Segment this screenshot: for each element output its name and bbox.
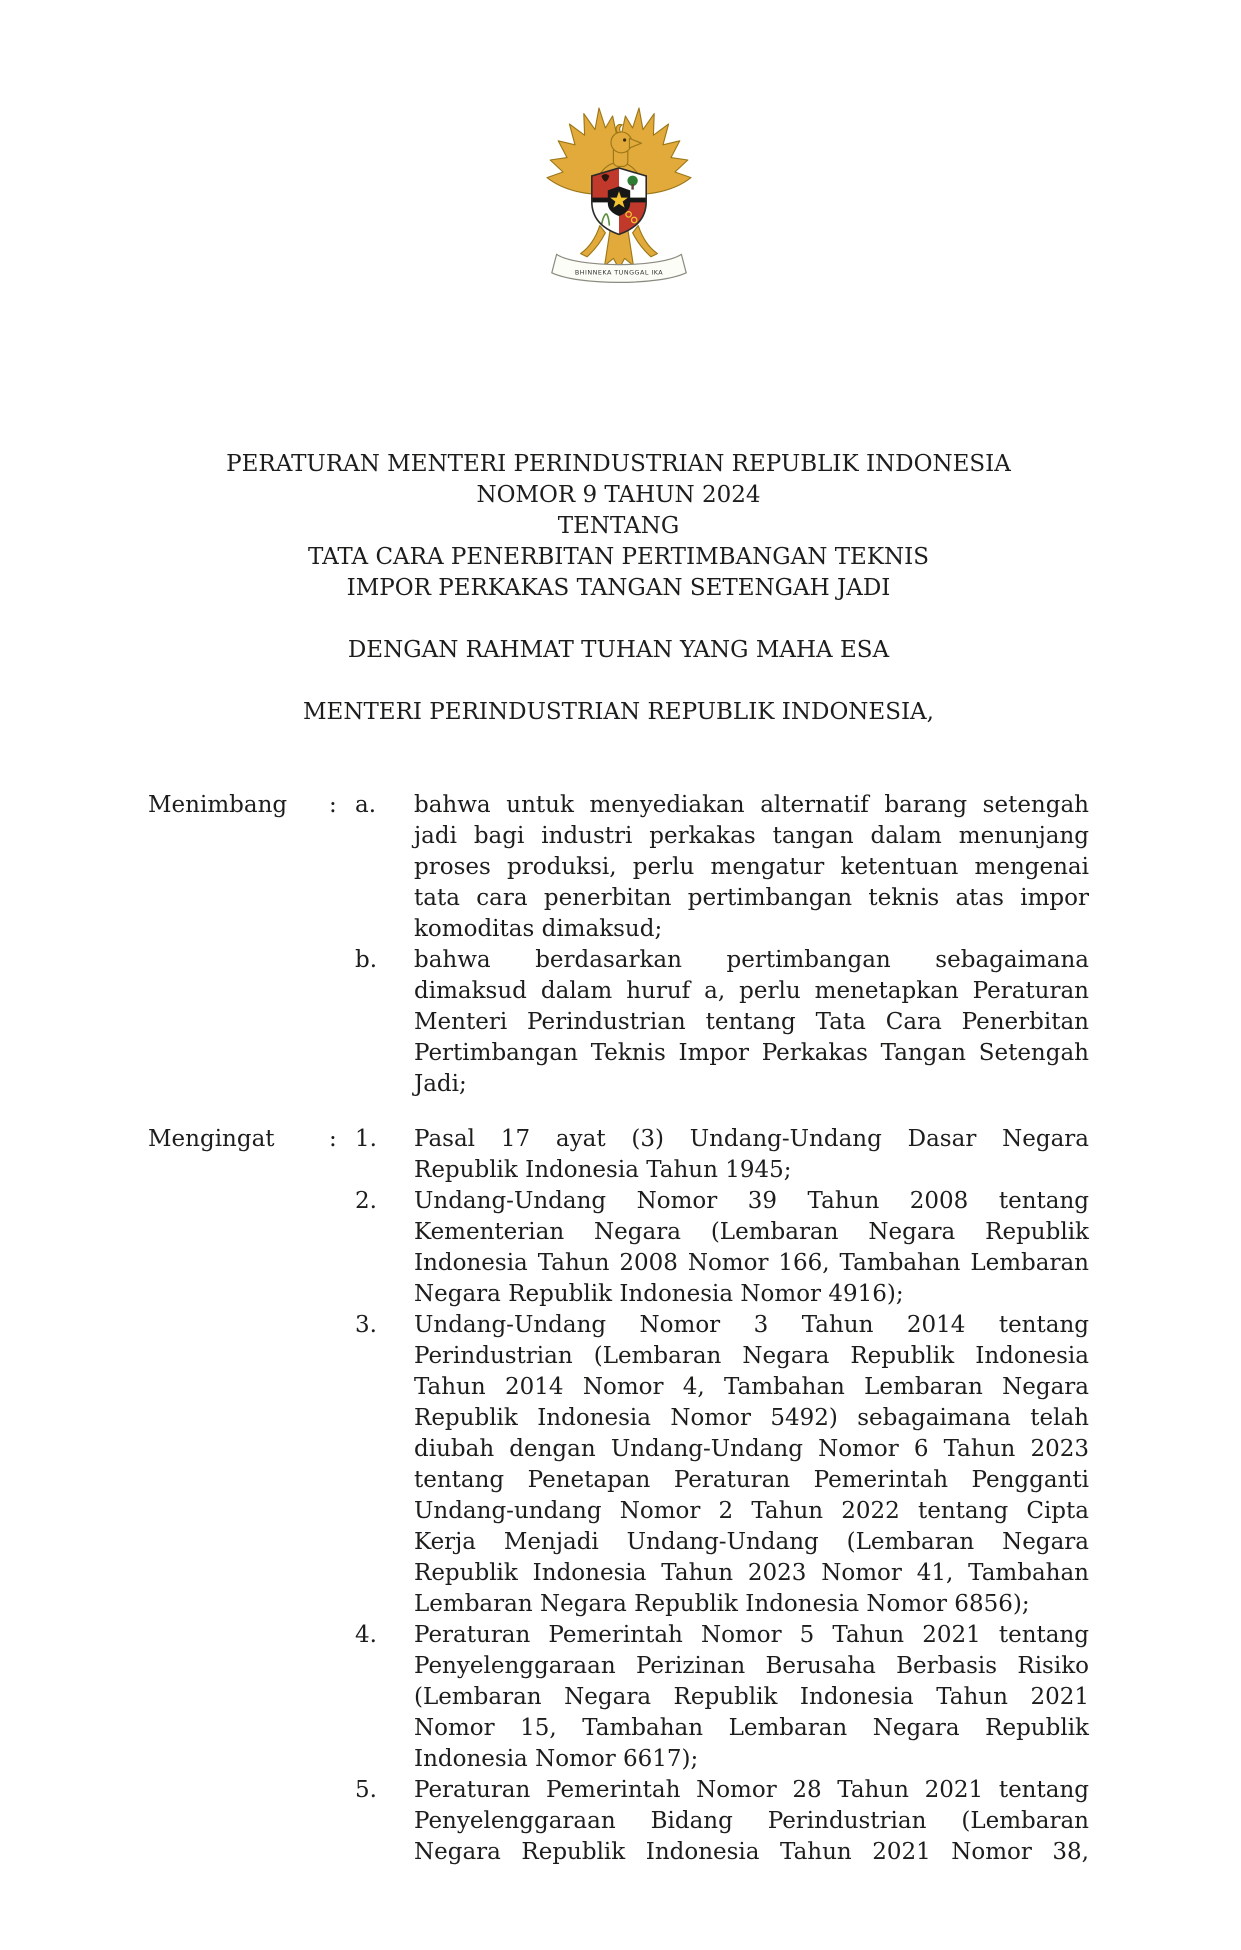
- subject-line-2: IMPOR PERKAKAS TANGAN SETENGAH JADI: [346, 575, 891, 601]
- mengingat-item-3: [355, 1310, 1089, 1620]
- mengingat-colon: :: [329, 1126, 337, 1152]
- grace-line: DENGAN RAHMAT TUHAN YANG MAHA ESA: [347, 637, 890, 663]
- item-text: Pasal 17 ayat (3) Undang-Undang Dasar Negara Republik Indonesia Tahun 1945;: [414, 1126, 1089, 1183]
- tentang-line: TENTANG: [557, 513, 680, 539]
- mengingat-item-5: [355, 1775, 1089, 1868]
- garuda-pancasila-emblem: [148, 96, 1089, 301]
- item-text: Undang-Undang Nomor 3 Tahun 2014 tentang Perindustrian (Lembaran Negara Republik Indonesia Tahun 2014 Nomor 4, Tambahan Lembaran Negara Republik Indonesia Nomor 5492) sebagaimana telah diubah dengan Undang-Undang Nomor 6 Tahun 2023 tentang Penetapan Peraturan Pemerintah Pengganti Undang-undang Nomor 2 Tahun 2022 tentang Cipta Kerja Menjadi Undang-Undang (Lembaran Negara Republik Indonesia Tahun 2023 Nomor 41, Tambahan Lembaran Negara Republik Indonesia Nomor 6856);: [414, 1312, 1089, 1617]
- emblem-motto-text: BHINNEKA TUNGGAL IKA: [574, 268, 663, 277]
- menimbang-section: [148, 790, 1089, 1100]
- mengingat-item-4: [355, 1620, 1089, 1775]
- menimbang-items: [355, 790, 1089, 1100]
- item-marker: 5.: [355, 1777, 377, 1803]
- item-marker: a.: [355, 792, 377, 818]
- item-marker: 3.: [355, 1312, 377, 1338]
- document-header: [148, 449, 1089, 728]
- subject-line-1: TATA CARA PENERBITAN PERTIMBANGAN TEKNIS: [308, 544, 929, 570]
- menimbang-label: Menimbang: [148, 792, 288, 818]
- mengingat-label: Mengingat: [148, 1126, 275, 1152]
- garuda-pancasila-icon: [539, 96, 699, 296]
- menimbang-item-a: [355, 790, 1089, 945]
- regulation-title-line: PERATURAN MENTERI PERINDUSTRIAN REPUBLIK INDONESIA: [226, 451, 1011, 477]
- item-marker: 4.: [355, 1622, 377, 1648]
- item-text: bahwa berdasarkan pertimbangan sebagaimana dimaksud dalam huruf a, perlu menetapkan Peraturan Menteri Perindustrian tentang Tata Cara Penerbitan Pertimbangan Teknis Impor Perkakas Tangan Setengah Jadi;: [414, 947, 1089, 1097]
- item-marker: 2.: [355, 1188, 377, 1214]
- minister-line: MENTERI PERINDUSTRIAN REPUBLIK INDONESIA,: [303, 699, 934, 725]
- menimbang-item-b: [355, 945, 1089, 1100]
- item-text: Undang-Undang Nomor 39 Tahun 2008 tentang Kementerian Negara (Lembaran Negara Republik Indonesia Tahun 2008 Nomor 166, Tambahan Lembaran Negara Republik Indonesia Nomor 4916);: [414, 1188, 1089, 1307]
- item-text: Peraturan Pemerintah Nomor 28 Tahun 2021 tentang Penyelenggaraan Bidang Perindustrian (Lembaran Negara Republik Indonesia Tahun 2021 Nomor 38,: [414, 1777, 1089, 1865]
- mengingat-item-2: [355, 1186, 1089, 1310]
- item-text: Peraturan Pemerintah Nomor 5 Tahun 2021 tentang Penyelenggaraan Perizinan Berusaha Berbasis Risiko (Lembaran Negara Republik Indonesia Tahun 2021 Nomor 15, Tambahan Lembaran Negara Republik Indonesia Nomor 6617);: [414, 1622, 1089, 1772]
- mengingat-items: [355, 1124, 1089, 1868]
- menimbang-colon: :: [329, 792, 337, 818]
- item-text: bahwa untuk menyediakan alternatif barang setengah jadi bagi industri perkakas tangan dalam menunjang proses produksi, perlu mengatur ketentuan mengenai tata cara penerbitan pertimbangan teknis atas impor komoditas dimaksud;: [414, 792, 1089, 942]
- item-marker: 1.: [355, 1126, 377, 1152]
- mengingat-section: [148, 1124, 1089, 1868]
- item-marker: b.: [355, 947, 378, 973]
- mengingat-item-1: [355, 1124, 1089, 1186]
- regulation-number-line: NOMOR 9 TAHUN 2024: [476, 482, 761, 508]
